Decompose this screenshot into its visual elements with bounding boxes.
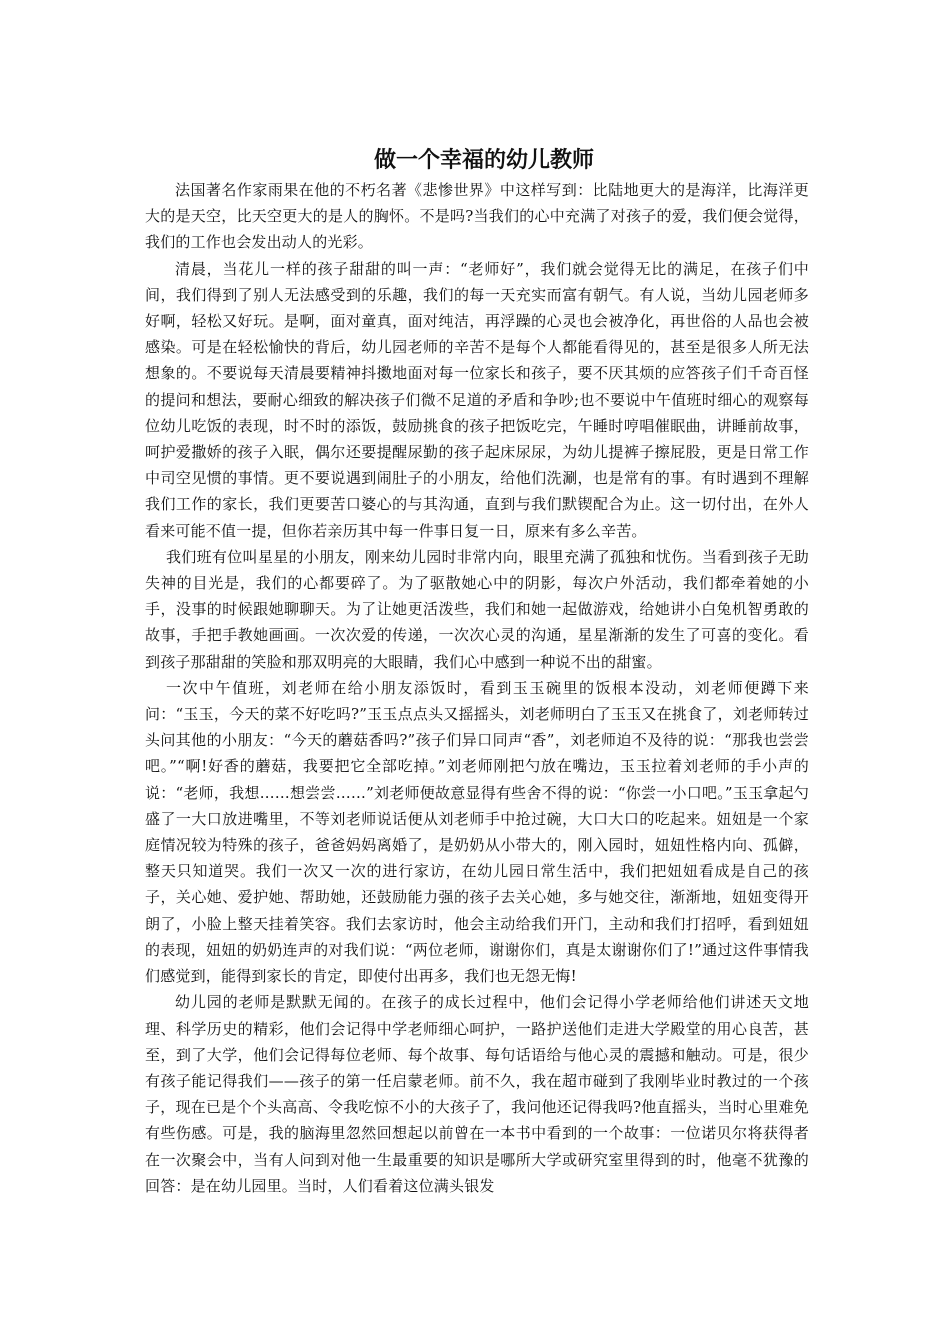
paragraph-lunch-duty: 一次中午值班，刘老师在给小朋友添饭时，看到玉玉碗里的饭根本没动，刘老师便蹲下来问：“玉玉，今天的菜不好吃吗?”玉玉点点头又摇摇头，刘老师明白了玉玉又在挑食了，刘老师转过头问其他的小朋友：“今天的蘑菇香吗?”孩子们异口同声“香”，刘老师迫不及待的说：“那我也尝尝吧。”“啊!好香的蘑菇，我要把它全部吃掉。”刘老师刚把勺放在嘴边，玉玉拉着刘老师的手小声的说：“老师，我想……想尝尝……”刘老师便故意显得有些舍不得的说：“你尝一小口吧。”玉玉拿起勺盛了一大口放进嘴里，不等刘老师说话便从刘老师手中抢过碗，大口大口的吃起来。妞妞是一个家庭情况较为特殊的孩子，爸爸妈妈离婚了，是奶奶从小带大的，刚入园时，妞妞性格内向、孤僻，整天只知道哭。我们一次又一次的进行家访，在幼儿园日常生活中，我们把妞妞看成是自己的孩子，关心她、爱护她、帮助她，还鼓励能力强的孩子去关心她，多与她交往，渐渐地，妞妞变得开朗了，小脸上整天挂着笑容。我们去家访时，他会主动给我们开门，主动和我们打招呼，看到妞妞的表现，妞妞的奶奶连声的对我们说：“两位老师，谢谢你们，真是太谢谢你们了!”通过这件事情我们感觉到，能得到家长的肯定，即使付出再多，我们也无怨无悔! <box>145 678 809 986</box>
paragraph-intro: 法国著名作家雨果在他的不朽名著《悲惨世界》中这样写到：比陆地更大的是海洋，比海洋更大的是天空，比天空更大的是人的胸怀。不是吗?当我们的心中充满了对孩子的爱，我们便会觉得，我们的工作也会发出动人的光彩。 <box>145 181 809 252</box>
paragraph-unsung: 幼儿园的老师是默默无闻的。在孩子的成长过程中，他们会记得小学老师给他们讲述天文地理、科学历史的精彩，他们会记得中学老师细心呵护，一路护送他们走进大学殿堂的用心良苦，甚至，到了大学，他们会记得每位老师、每个故事、每句话语给与他心灵的震撼和触动。可是，很少有孩子能记得我们——孩子的第一任启蒙老师。前不久，我在超市碰到了我刚毕业时教过的一个孩子，现在已是个个头高高、令我吃惊不小的大孩子了，我问他还记得我吗?他直摇头，当时心里难免有些伤感。可是，我的脑海里忽然回想起以前曾在一本书中看到的一个故事：一位诺贝尔将获得者在一次聚会中，当有人问到对他一生最重要的知识是哪所大学或研究室里得到的时，他毫不犹豫的回答：是在幼儿园里。当时，人们看着这位满头银发 <box>145 993 809 1195</box>
paragraph-morning: 清晨，当花儿一样的孩子甜甜的叫一声：“老师好”，我们就会觉得无比的满足，在孩子们中间，我们得到了别人无法感受到的乐趣，我们的每一天充实而富有朝气。有人说，当幼儿园老师多好啊，轻松又好玩。是啊，面对童真，面对纯洁，再浮躁的心灵也会被净化，再世俗的人品也会被感染。可是在轻松愉快的背后，幼儿园老师的辛苦不是每个人都能看得见的，甚至是很多人所无法想象的。不要说每天清晨要精神抖擞地面对每一位家长和孩子，要不厌其烦的应答孩子们千奇百怪的提问和想法，要耐心细致的解决孩子们微不足道的矛盾和争吵;也不要说中午值班时细心的观察每位幼儿吃饭的表现，时不时的添饭，鼓励挑食的孩子把饭吃完，午睡时哼唱催眠曲，讲睡前故事，呵护爱撒娇的孩子入眠，偶尔还要提醒尿勤的孩子起床尿尿，为幼儿提裤子擦屁股，更是日常工作中司空见惯的事情。更不要说遇到闹肚子的小朋友，给他们洗涮，也是常有的事。有时遇到不理解我们工作的家长，我们更要苦口婆心的与其沟通，直到与我们默锲配合为止。这一切付出，在外人看来可能不值一提，但你若亲历其中每一件事日复一日，原来有多么辛苦。 <box>145 259 809 540</box>
document-title: 做一个幸福的幼儿教师 <box>373 148 594 173</box>
document-page <box>145 145 809 1199</box>
paragraph-xingxing: 我们班有位叫星星的小朋友，刚来幼儿园时非常内向，眼里充满了孤独和忧伤。当看到孩子无助失神的目光是，我们的心都要碎了。为了驱散她心中的阴影，每次户外活动，我们都牵着她的小手，没事的时候跟她聊聊天。为了让她更活泼些，我们和她一起做游戏，给她讲小白兔机智勇敢的故事，手把手教她画画。一次次爱的传递，一次次心灵的沟通，星星渐渐的发生了可喜的变化。看到孩子那甜甜的笑脸和那双明亮的大眼睛，我们心中感到一种说不出的甜蜜。 <box>145 547 809 671</box>
